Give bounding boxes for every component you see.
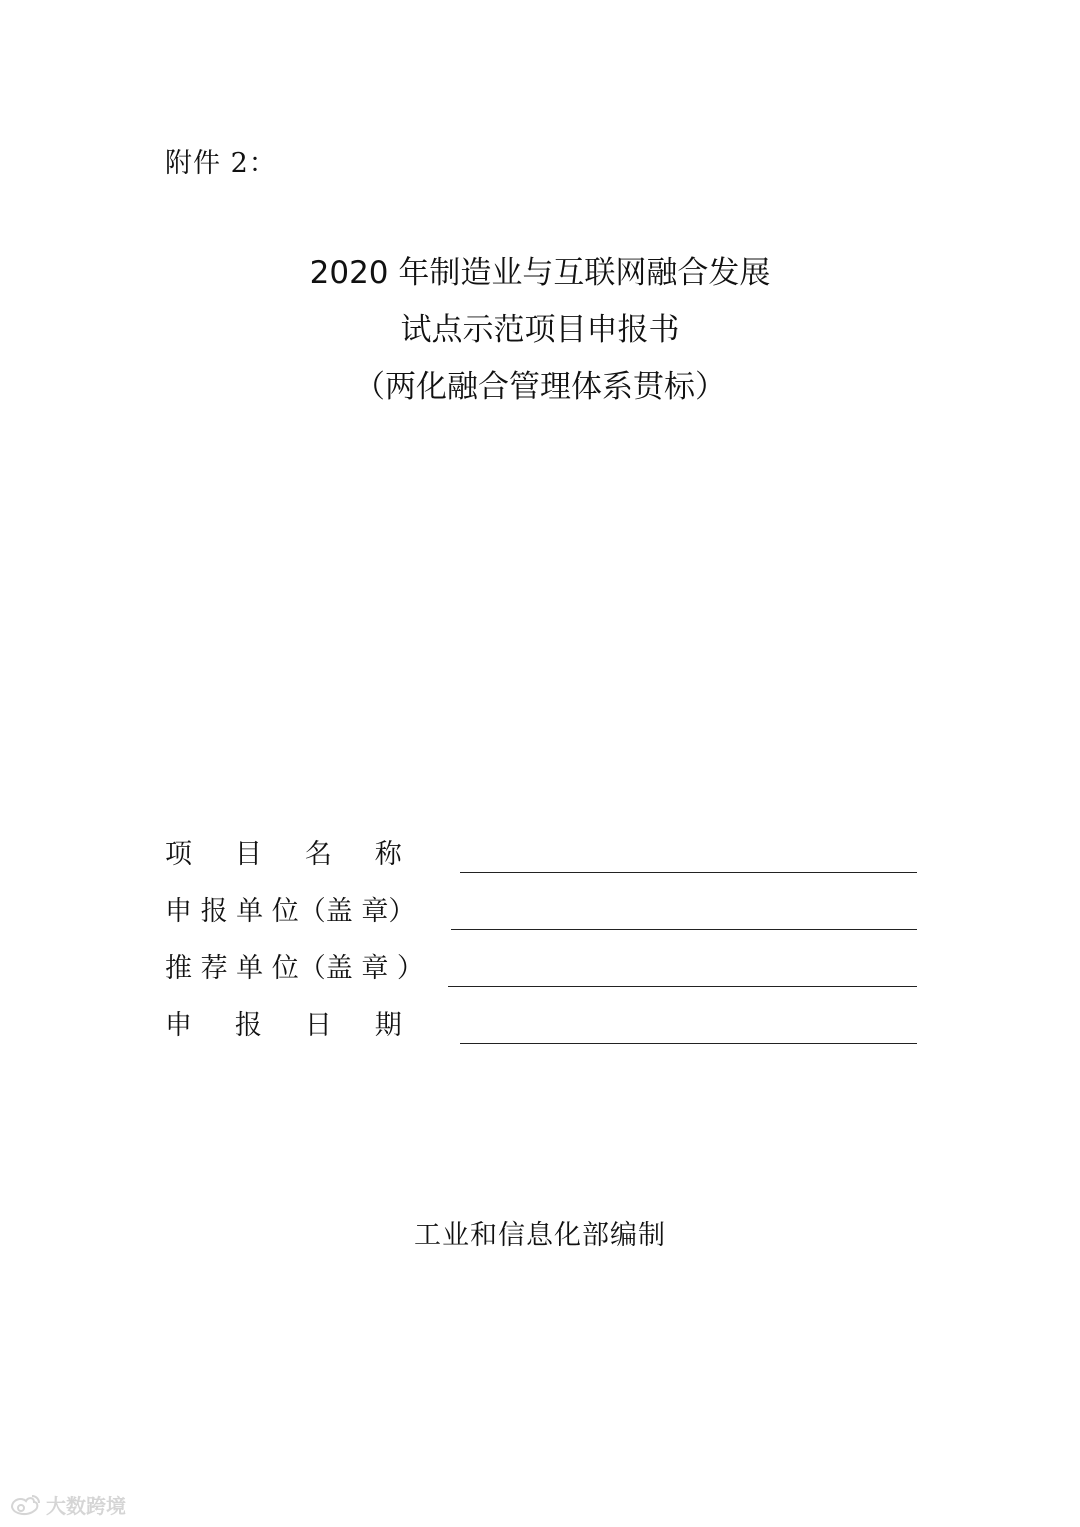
issuer-footer: 工业和信息化部编制 [414,1220,666,1251]
field-label-applicant-unit: 申 报 单 位（盖 章） [165,896,416,927]
field-recommending-unit [165,932,917,989]
project-name-blank[interactable] [460,839,917,873]
field-project-name [165,818,917,875]
application-date-blank[interactable] [460,1010,917,1044]
recommending-unit-blank[interactable] [448,953,917,987]
field-label-project-name: 项 目 名 称 [165,839,402,870]
application-fields [165,818,917,1046]
field-application-date [165,989,917,1046]
title-line-3: （两化融合管理体系贯标） [354,369,726,405]
title-line-2: 试点示范项目申报书 [400,312,680,348]
field-label-application-date: 申 报 日 期 [165,1010,402,1041]
watermark [8,1490,126,1519]
field-applicant-unit [165,875,917,932]
weibo-style-logo-icon [8,1493,42,1517]
title-line-1: 2020 年制造业与互联网融合发展 [309,255,771,291]
attachment-label: 附件 2： [165,148,277,179]
document-title [0,251,1080,422]
applicant-unit-blank[interactable] [451,896,917,930]
field-label-recommending-unit: 推 荐 单 位（盖 章 ） [165,953,424,984]
watermark-text: 大数跨境 [46,1494,126,1518]
